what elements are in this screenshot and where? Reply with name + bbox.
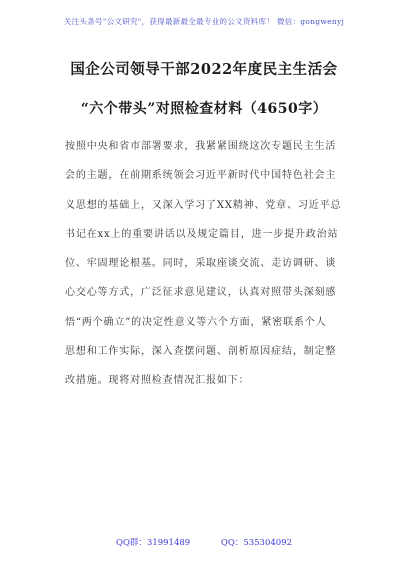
header-banner: 关注头条号"公文研究"，获得最新最全最专业的公文资料库！ 微信：gongwenyj bbox=[63, 17, 345, 26]
footer-qq-group: QQ群：31991489 bbox=[115, 538, 191, 548]
body-line: 心交心等方式，广泛征求意见建议，认真对照带头深刻感 bbox=[65, 287, 337, 299]
document-title-line-2: “六个带头”对照检查材料（4650字） bbox=[80, 101, 328, 117]
body-line: 会的主题，在前期系统领会习近平新时代中国特色社会主 bbox=[65, 170, 337, 182]
body-line: 悟“两个确立”的决定性意义等六个方面，紧密联系个人 bbox=[65, 316, 327, 328]
document-title-line-1: 国企公司领导干部2022年度民主生活会 bbox=[70, 61, 338, 78]
body-line: 按照中央和省市部署要求，我紧紧围绕这次专题民主生活 bbox=[65, 141, 337, 152]
body-line: 位、牢固理论根基。同时，采取座谈交流、走访调研、谈 bbox=[65, 258, 337, 270]
body-line: 书记在xx上的重要讲话以及规定篇目，进一步提升政治站 bbox=[65, 228, 339, 240]
footer-contact bbox=[0, 536, 408, 548]
document-body bbox=[65, 140, 365, 404]
body-line: 思想和工作实际，深入查摆问题、剖析原因症结，制定整 bbox=[65, 346, 337, 358]
body-line: 改措施。现将对照检查情况汇报如下： bbox=[65, 375, 250, 387]
footer-qq: QQ：535304092 bbox=[220, 538, 292, 548]
body-line: 义思想的基础上，又深入学习了XX精神、党章、习近平总 bbox=[65, 199, 342, 211]
